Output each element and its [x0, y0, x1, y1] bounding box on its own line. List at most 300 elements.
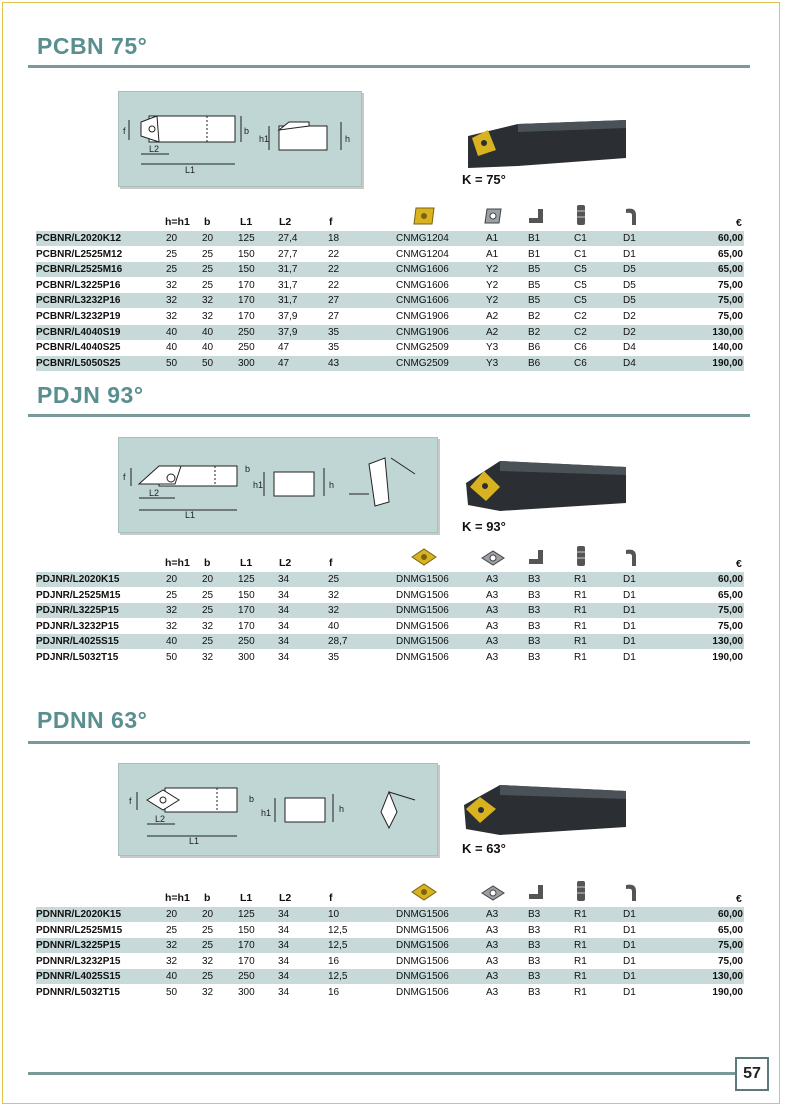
tool-code: PDNNR/L4025S15 [36, 971, 121, 983]
tool-code: PCBNR/L4040S19 [36, 326, 121, 338]
price: 75,00 [717, 940, 743, 952]
cell-l2: 31,7 [278, 264, 298, 276]
col-l2: L2 [279, 557, 292, 569]
cell-f: 40 [328, 620, 340, 632]
price: 190,00 [712, 987, 743, 998]
cell-b: 25 [202, 971, 214, 983]
cell-bb: B3 [528, 924, 541, 936]
clamp-icon [526, 882, 546, 902]
cell-insert: CNMG2509 [396, 342, 449, 354]
cell-c: C5 [574, 264, 587, 276]
cell-d: D5 [623, 279, 636, 291]
cell-a: A3 [486, 574, 499, 585]
cell-insert: DNMG1506 [396, 636, 449, 648]
table-row [36, 309, 744, 324]
screw-icon [574, 879, 588, 903]
price: 65,00 [717, 248, 743, 260]
table-row [36, 572, 744, 587]
cell-a: A3 [486, 589, 499, 601]
insert-icon [410, 882, 438, 902]
cell-bb: B6 [528, 357, 541, 369]
page-number: 57 [735, 1057, 769, 1091]
dim-b: b [244, 126, 250, 136]
price: 60,00 [717, 574, 743, 585]
cell-c: C2 [574, 311, 587, 322]
cell-bb: B3 [528, 620, 541, 632]
cell-c: R1 [574, 636, 587, 648]
dimension-drawing [119, 92, 361, 186]
cell-l2: 34 [278, 924, 290, 936]
insert-icon [412, 206, 436, 226]
dim-h: h [339, 804, 345, 814]
dim-l2: L2 [155, 814, 166, 824]
cell-h: 20 [166, 574, 178, 585]
cell-insert: CNMG1906 [396, 326, 449, 338]
key-icon [622, 881, 640, 903]
tool-code: PDJNR/L2020K15 [36, 574, 120, 585]
cell-c: R1 [574, 574, 587, 585]
cell-d: D1 [623, 987, 636, 998]
cell-a: A3 [486, 955, 499, 967]
col-l1: L1 [240, 216, 253, 228]
cell-bb: B3 [528, 940, 541, 952]
cell-f: 22 [328, 279, 340, 291]
table-row [36, 278, 744, 293]
screw-icon [574, 544, 588, 568]
col-f: f [329, 892, 333, 904]
cell-b: 32 [202, 311, 214, 322]
cell-f: 27 [328, 295, 340, 307]
table-row [36, 969, 744, 984]
cell-d: D1 [623, 589, 636, 601]
dim-l2: L2 [149, 144, 160, 154]
col-euro: € [736, 558, 742, 570]
cell-f: 18 [328, 233, 340, 244]
cell-l2: 37,9 [278, 311, 298, 322]
cell-f: 32 [328, 605, 340, 617]
cell-a: A3 [486, 971, 499, 983]
cell-b: 50 [202, 357, 214, 369]
cell-b: 32 [202, 955, 214, 967]
cell-a: A3 [486, 924, 499, 936]
dim-b: b [249, 794, 255, 804]
cell-b: 25 [202, 279, 214, 291]
dim-f: f [123, 126, 126, 136]
cell-l1: 125 [238, 574, 255, 585]
cell-l2: 34 [278, 940, 290, 952]
cell-h: 20 [166, 233, 178, 244]
table-row [36, 907, 744, 922]
cell-l2: 31,7 [278, 295, 298, 307]
cell-c: R1 [574, 971, 587, 983]
screw-icon [574, 203, 588, 227]
cell-d: D1 [623, 248, 636, 260]
cell-b: 32 [202, 295, 214, 307]
dimension-drawing [119, 764, 437, 855]
dim-h1: h1 [253, 480, 264, 490]
cell-a: Y2 [486, 295, 499, 307]
price: 65,00 [717, 589, 743, 601]
tool-code: PCBNR/L5050S25 [36, 357, 121, 369]
cell-l2: 47 [278, 357, 290, 369]
cell-c: R1 [574, 955, 587, 967]
cell-l1: 125 [238, 909, 255, 920]
price: 65,00 [717, 924, 743, 936]
cell-c: R1 [574, 605, 587, 617]
cell-d: D1 [623, 574, 636, 585]
cell-c: C5 [574, 295, 587, 307]
cell-c: R1 [574, 589, 587, 601]
cell-bb: B6 [528, 342, 541, 354]
col-l2: L2 [279, 892, 292, 904]
cell-b: 40 [202, 326, 214, 338]
cell-f: 35 [328, 342, 340, 354]
tool-code: PCBNR/L2525M16 [36, 264, 123, 276]
cell-h: 40 [166, 971, 178, 983]
tool-diagram [118, 763, 438, 856]
cell-a: A3 [486, 987, 499, 998]
cell-c: R1 [574, 940, 587, 952]
dim-h1: h1 [259, 134, 270, 144]
tool-code: PDJNR/L3225P15 [36, 605, 119, 617]
cell-bb: B3 [528, 909, 541, 920]
col-euro: € [736, 893, 742, 905]
tool-code: PDJNR/L4025S15 [36, 636, 119, 648]
table-row [36, 231, 744, 246]
dim-h: h [329, 480, 335, 490]
tool-photo [460, 453, 632, 519]
cell-bb: B3 [528, 955, 541, 967]
cell-bb: B3 [528, 636, 541, 648]
table-row [36, 356, 744, 371]
cell-l2: 31,7 [278, 279, 298, 291]
cell-a: A1 [486, 248, 499, 260]
price: 75,00 [717, 279, 743, 291]
approach-angle-label: K = 93° [462, 519, 506, 534]
cell-l2: 34 [278, 955, 290, 967]
price: 75,00 [717, 605, 743, 617]
cell-l2: 47 [278, 342, 290, 354]
tool-code: PCBNR/L2020K12 [36, 233, 122, 244]
cell-h: 20 [166, 909, 178, 920]
dim-b: b [245, 464, 251, 474]
cell-a: A3 [486, 636, 499, 648]
price: 60,00 [717, 233, 743, 244]
cell-c: R1 [574, 924, 587, 936]
cell-h: 25 [166, 248, 178, 260]
price: 190,00 [712, 357, 743, 369]
cell-insert: DNMG1506 [396, 909, 449, 920]
cell-b: 32 [202, 620, 214, 632]
col-euro: € [736, 217, 742, 229]
cell-insert: DNMG1506 [396, 652, 449, 663]
cell-d: D4 [623, 342, 636, 354]
cell-h: 40 [166, 342, 178, 354]
cell-a: Y3 [486, 357, 499, 369]
dim-l1: L1 [189, 836, 200, 846]
cell-l1: 250 [238, 342, 255, 354]
cell-c: C6 [574, 342, 587, 354]
cell-b: 20 [202, 909, 214, 920]
cell-c: C1 [574, 248, 587, 260]
cell-insert: DNMG1506 [396, 605, 449, 617]
tool-code: PCBNR/L2525M12 [36, 248, 123, 260]
cell-c: C1 [574, 233, 587, 244]
cell-c: R1 [574, 909, 587, 920]
cell-d: D1 [623, 971, 636, 983]
cell-f: 12,5 [328, 924, 348, 936]
cell-d: D4 [623, 357, 636, 369]
price: 140,00 [712, 342, 743, 354]
cell-d: D1 [623, 605, 636, 617]
footer-rule [28, 1072, 735, 1075]
table-row [36, 634, 744, 649]
tool-code: PCBNR/L3232P19 [36, 311, 121, 322]
cell-l2: 27,4 [278, 233, 298, 244]
cell-insert: DNMG1506 [396, 924, 449, 936]
table-row [36, 325, 744, 340]
cell-h: 50 [166, 357, 178, 369]
col-b: b [204, 557, 211, 569]
cell-l1: 250 [238, 971, 255, 983]
cell-a: Y2 [486, 279, 499, 291]
cell-b: 32 [202, 652, 214, 663]
cell-b: 25 [202, 589, 214, 601]
table-row [36, 262, 744, 277]
col-b: b [204, 216, 211, 228]
col-f: f [329, 216, 333, 228]
cell-b: 20 [202, 574, 214, 585]
cell-f: 12,5 [328, 940, 348, 952]
cell-insert: DNMG1506 [396, 940, 449, 952]
clamp-icon [526, 206, 546, 226]
tool-diagram [118, 91, 362, 187]
price: 75,00 [717, 955, 743, 967]
cell-b: 20 [202, 233, 214, 244]
cell-l2: 27,7 [278, 248, 298, 260]
tool-code: PDNNR/L5032T15 [36, 987, 120, 998]
tool-code: PDNNR/L2525M15 [36, 924, 123, 936]
cell-l2: 34 [278, 605, 290, 617]
cell-a: A1 [486, 233, 499, 244]
table-row [36, 954, 744, 969]
table-row [36, 603, 744, 618]
cell-h: 25 [166, 264, 178, 276]
price: 130,00 [712, 971, 743, 983]
cell-l1: 250 [238, 636, 255, 648]
section-title: PDNN 63° [37, 707, 148, 733]
cell-l2: 34 [278, 589, 290, 601]
cell-d: D1 [623, 955, 636, 967]
tool-code: PDJNR/L3232P15 [36, 620, 119, 632]
col-f: f [329, 557, 333, 569]
cell-l1: 300 [238, 652, 255, 663]
cell-c: C5 [574, 279, 587, 291]
cell-d: D1 [623, 924, 636, 936]
cell-d: D1 [623, 940, 636, 952]
tool-photo [458, 118, 630, 174]
cell-insert: CNMG1204 [396, 248, 449, 260]
cell-b: 32 [202, 987, 214, 998]
cell-h: 40 [166, 636, 178, 648]
tool-code: PDJNR/L2525M15 [36, 589, 121, 601]
cell-f: 43 [328, 357, 340, 369]
table-row [36, 985, 744, 1000]
tool-code: PCBNR/L4040S25 [36, 342, 121, 354]
table-row [36, 293, 744, 308]
cell-a: A3 [486, 652, 499, 663]
section-rule [28, 741, 750, 744]
cell-l1: 170 [238, 295, 255, 307]
cell-d: D1 [623, 233, 636, 244]
cell-c: R1 [574, 987, 587, 998]
cell-bb: B3 [528, 589, 541, 601]
cell-b: 25 [202, 924, 214, 936]
cell-insert: CNMG1606 [396, 264, 449, 276]
col-l1: L1 [240, 892, 253, 904]
cell-bb: B1 [528, 233, 541, 244]
cell-bb: B3 [528, 987, 541, 998]
tool-photo [460, 779, 632, 841]
cell-l1: 170 [238, 955, 255, 967]
col-h: h=h1 [165, 892, 190, 904]
cell-b: 25 [202, 264, 214, 276]
cell-insert: DNMG1506 [396, 589, 449, 601]
cell-c: C2 [574, 326, 587, 338]
cell-bb: B3 [528, 605, 541, 617]
cell-c: R1 [574, 652, 587, 663]
table-row [36, 923, 744, 938]
cell-insert: DNMG1506 [396, 955, 449, 967]
cell-c: R1 [574, 620, 587, 632]
cell-bb: B1 [528, 248, 541, 260]
approach-angle-label: K = 75° [462, 172, 506, 187]
section-rule [28, 65, 750, 68]
dim-l1: L1 [185, 165, 196, 175]
cell-h: 32 [166, 955, 178, 967]
cell-insert: CNMG1606 [396, 279, 449, 291]
cell-c: C6 [574, 357, 587, 369]
cell-insert: CNMG1606 [396, 295, 449, 307]
cell-d: D1 [623, 636, 636, 648]
shim-icon [482, 206, 504, 226]
tool-code: PCBNR/L3232P16 [36, 295, 121, 307]
dim-l1: L1 [185, 510, 196, 520]
cell-a: A3 [486, 605, 499, 617]
cell-f: 22 [328, 248, 340, 260]
table-row [36, 938, 744, 953]
table-row [36, 650, 744, 665]
key-icon [622, 546, 640, 568]
cell-d: D5 [623, 264, 636, 276]
cell-d: D5 [623, 295, 636, 307]
key-icon [622, 205, 640, 227]
tool-diagram [118, 437, 438, 533]
table-row [36, 588, 744, 603]
cell-d: D1 [623, 652, 636, 663]
tool-code: PDNNR/L2020K15 [36, 909, 122, 920]
cell-insert: CNMG1204 [396, 233, 449, 244]
cell-a: A3 [486, 940, 499, 952]
cell-h: 32 [166, 311, 178, 322]
cell-h: 32 [166, 620, 178, 632]
cell-bb: B5 [528, 295, 541, 307]
cell-f: 10 [328, 909, 340, 920]
section-rule [28, 414, 750, 417]
cell-f: 16 [328, 987, 340, 998]
price: 75,00 [717, 295, 743, 307]
cell-insert: CNMG2509 [396, 357, 449, 369]
section-title: PDJN 93° [37, 382, 144, 408]
cell-l2: 34 [278, 909, 290, 920]
dim-l2: L2 [149, 488, 160, 498]
cell-bb: B2 [528, 311, 541, 322]
cell-h: 32 [166, 940, 178, 952]
cell-bb: B5 [528, 264, 541, 276]
cell-l1: 300 [238, 357, 255, 369]
cell-insert: CNMG1906 [396, 311, 449, 322]
clamp-icon [526, 547, 546, 567]
tool-code: PDNNR/L3225P15 [36, 940, 121, 952]
cell-f: 25 [328, 574, 340, 585]
cell-b: 25 [202, 248, 214, 260]
tool-code: PDJNR/L5032T15 [36, 652, 119, 663]
cell-bb: B2 [528, 326, 541, 338]
cell-h: 50 [166, 652, 178, 663]
col-l2: L2 [279, 216, 292, 228]
table-row [36, 340, 744, 355]
dim-f: f [129, 796, 132, 806]
price: 190,00 [712, 652, 743, 663]
col-h: h=h1 [165, 216, 190, 228]
insert-icon [410, 547, 438, 567]
cell-insert: DNMG1506 [396, 620, 449, 632]
cell-bb: B3 [528, 971, 541, 983]
price: 130,00 [712, 636, 743, 648]
cell-l1: 170 [238, 605, 255, 617]
table-row [36, 247, 744, 262]
cell-l1: 125 [238, 233, 255, 244]
price: 65,00 [717, 264, 743, 276]
cell-l2: 34 [278, 987, 290, 998]
cell-f: 16 [328, 955, 340, 967]
cell-d: D2 [623, 326, 636, 338]
cell-bb: B3 [528, 574, 541, 585]
cell-l1: 170 [238, 279, 255, 291]
dim-h1: h1 [261, 808, 272, 818]
shim-icon [480, 549, 506, 567]
cell-l1: 150 [238, 248, 255, 260]
cell-l2: 34 [278, 620, 290, 632]
cell-h: 50 [166, 987, 178, 998]
col-b: b [204, 892, 211, 904]
cell-a: A3 [486, 620, 499, 632]
cell-b: 25 [202, 636, 214, 648]
approach-angle-label: K = 63° [462, 841, 506, 856]
cell-l1: 170 [238, 940, 255, 952]
cell-l1: 170 [238, 620, 255, 632]
cell-d: D1 [623, 909, 636, 920]
cell-l1: 300 [238, 987, 255, 998]
cell-l2: 34 [278, 636, 290, 648]
cell-d: D1 [623, 620, 636, 632]
cell-b: 25 [202, 605, 214, 617]
cell-h: 32 [166, 295, 178, 307]
dim-f: f [123, 472, 126, 482]
cell-l1: 170 [238, 311, 255, 322]
section-title: PCBN 75° [37, 33, 148, 59]
shim-icon [480, 884, 506, 902]
